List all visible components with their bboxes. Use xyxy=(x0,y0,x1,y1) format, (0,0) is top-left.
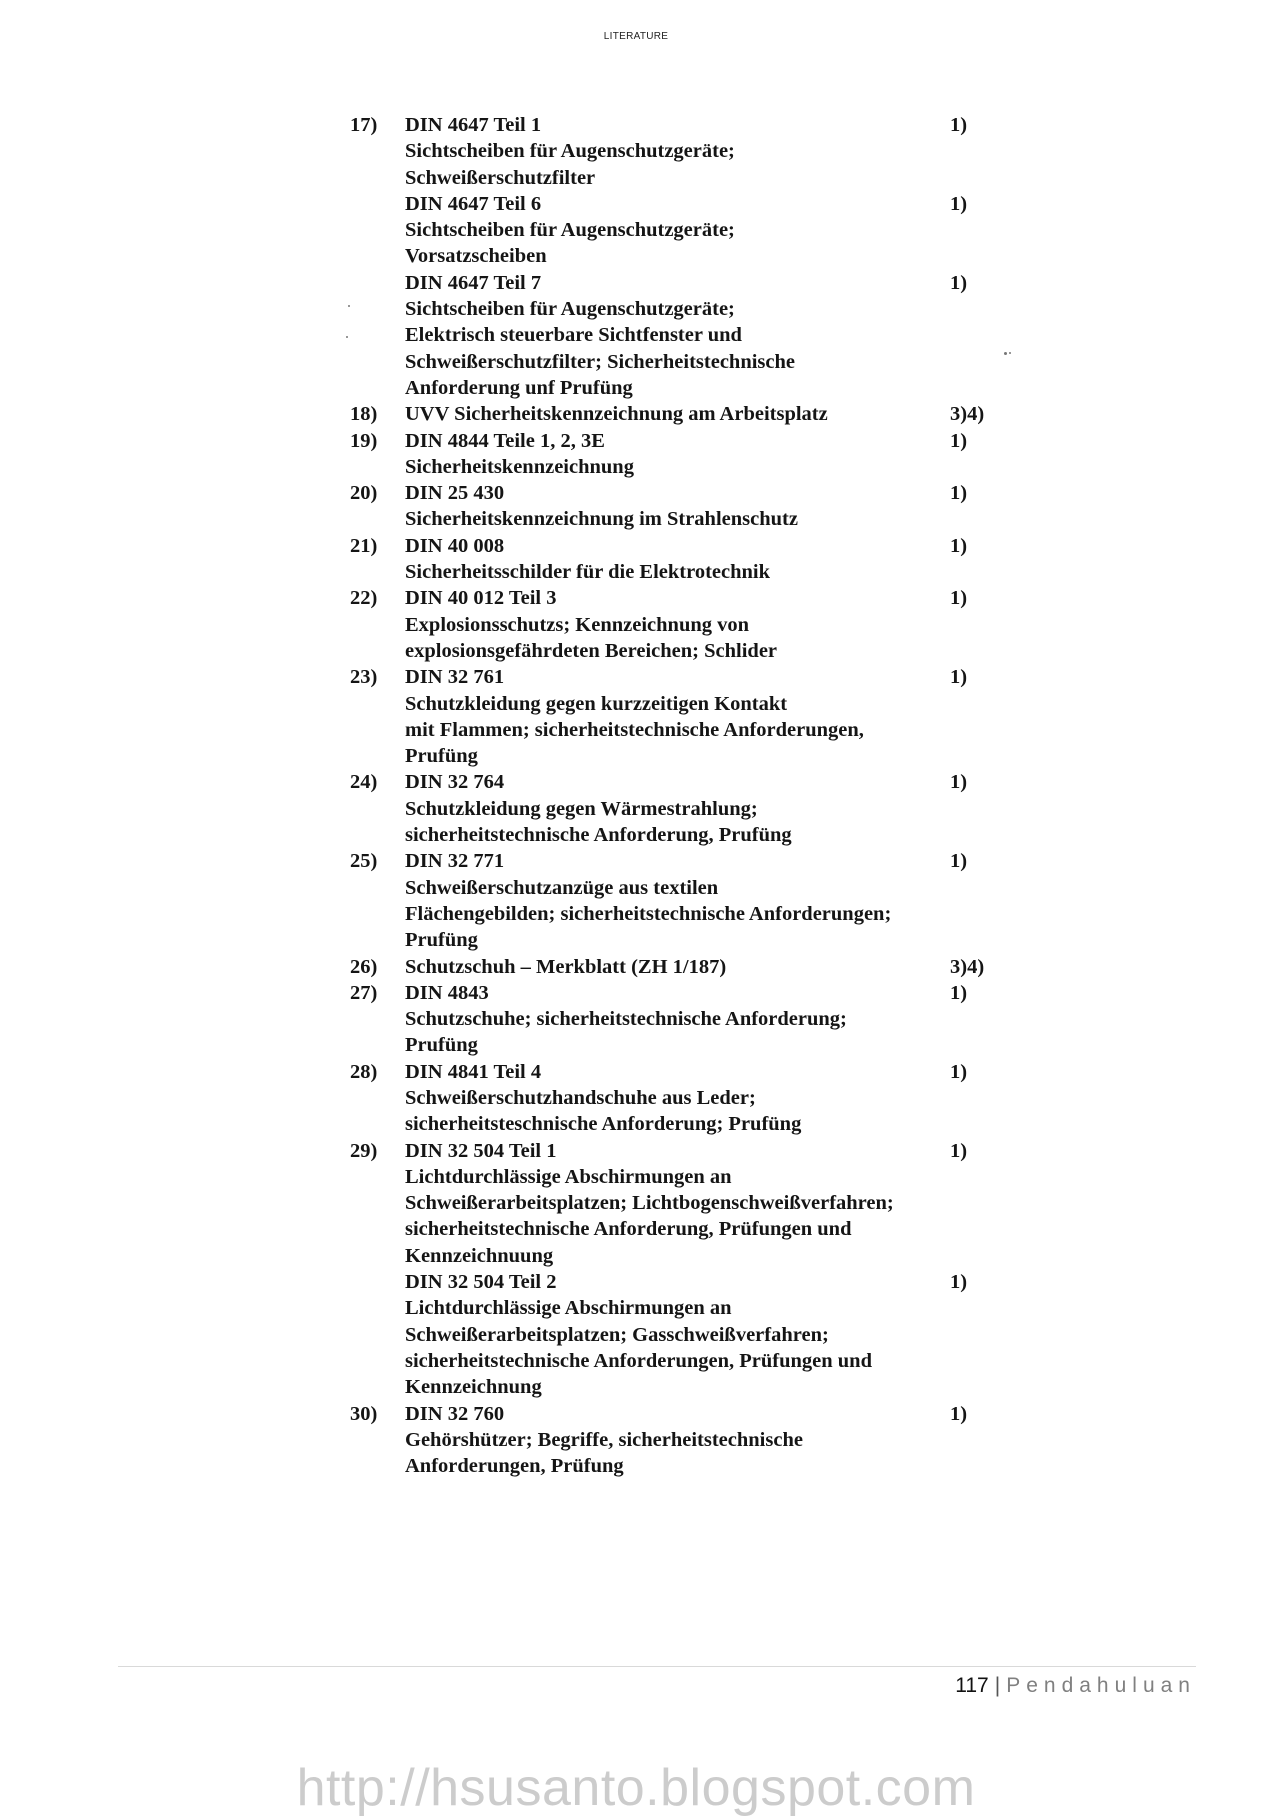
description-line: Schweißerschutzfilter; Sicherheitstechnische xyxy=(405,350,795,373)
scan-speck xyxy=(346,336,348,338)
reference-list xyxy=(350,112,1010,1479)
reference-entry xyxy=(350,954,1010,980)
standard-code: DIN 32 761 xyxy=(405,666,505,689)
page-footer xyxy=(955,1674,1196,1698)
entry-number: 17) xyxy=(350,114,378,136)
reference-entry xyxy=(350,769,1010,848)
standard-code: DIN 4841 Teil 4 xyxy=(405,1060,542,1083)
reference-item xyxy=(405,401,1010,427)
reference-entry xyxy=(350,480,1010,533)
footnote-marker: 1) xyxy=(950,850,968,873)
description-line: explosionsgefährdeten Bereichen; Schlider xyxy=(405,639,778,662)
description-line: Kennzeichnung xyxy=(405,1376,542,1399)
standard-code: DIN 25 430 xyxy=(405,482,505,505)
description-line: sicherheitstechnische Anforderungen, Prüfungen und xyxy=(405,1349,872,1372)
description-line: Anforderung unf Prufüng xyxy=(405,376,633,399)
reference-item xyxy=(405,428,1010,481)
reference-item xyxy=(405,954,1010,980)
footnote-marker: 3)4) xyxy=(950,403,985,426)
footnote-marker: 1) xyxy=(950,1139,968,1162)
standard-code: DIN 4844 Teile 1, 2, 3E xyxy=(405,429,605,452)
standard-code: DIN 40 008 xyxy=(405,534,505,557)
entry-number: 29) xyxy=(350,1139,378,1162)
reference-entry xyxy=(350,533,1010,586)
reference-item xyxy=(405,848,1010,953)
reference-item xyxy=(405,1401,1010,1480)
footnote-marker: 1) xyxy=(950,771,968,794)
reference-item xyxy=(405,191,1010,270)
reference-entry xyxy=(350,848,1010,953)
footnote-marker: 1) xyxy=(950,192,968,215)
description-line: Sichtscheiben für Augenschutzgeräte; xyxy=(405,219,735,242)
reference-entry xyxy=(350,428,1010,481)
watermark-url: http://hsusanto.blogspot.com xyxy=(296,1759,976,1817)
description-line: Lichtdurchlässige Abschirmungen an xyxy=(405,1165,732,1188)
description-line: Prufüng xyxy=(405,1034,478,1057)
reference-entry xyxy=(350,664,1010,769)
reference-entry xyxy=(350,112,1010,401)
reference-item xyxy=(405,480,1010,533)
standard-code: DIN 4647 Teil 6 xyxy=(405,192,542,215)
reference-entry xyxy=(350,401,1010,427)
standard-code: DIN 4647 Teil 7 xyxy=(405,271,542,294)
footnote-marker: 1) xyxy=(950,1402,968,1425)
entry-number: 26) xyxy=(350,955,378,978)
description-line: sicherheitsteschnische Anforderung; Prufüng xyxy=(405,1113,802,1136)
standard-code: DIN 32 504 Teil 1 xyxy=(405,1139,557,1162)
reference-entry xyxy=(350,980,1010,1059)
standard-code: DIN 32 760 xyxy=(405,1402,505,1425)
standard-code: Schutzschuh – Merkblatt (ZH 1/187) xyxy=(405,955,727,978)
footnote-marker: 3)4) xyxy=(950,955,985,978)
entry-number: 27) xyxy=(350,981,378,1004)
entry-number: 24) xyxy=(350,771,378,794)
standard-code: DIN 4843 xyxy=(405,981,489,1004)
standard-code: DIN 32 764 xyxy=(405,771,505,794)
description-line: Schweißerarbeitsplatzen; Lichtbogenschweißverfahren; xyxy=(405,1192,894,1215)
footnote-marker: 1) xyxy=(950,429,968,452)
description-line: Sicherheitskennzeichnung xyxy=(405,455,634,478)
standard-code: DIN 4647 Teil 1 xyxy=(405,114,542,136)
footnote-marker: 1) xyxy=(950,587,968,610)
description-line: Kennzeichnuung xyxy=(405,1244,554,1267)
description-line: Schutzkleidung gegen Wärmestrahlung; xyxy=(405,797,758,820)
description-line: Sicherheitskennzeichnung im Strahlenschutz xyxy=(405,508,798,531)
description-line: mit Flammen; sicherheitstechnische Anforderungen, xyxy=(405,718,864,741)
footnote-marker: 1) xyxy=(950,666,968,689)
entry-number: 22) xyxy=(350,587,378,610)
description-line: Prufüng xyxy=(405,745,478,768)
reference-item xyxy=(405,1059,1010,1138)
description-line: Anforderungen, Prüfung xyxy=(405,1455,624,1478)
reference-item xyxy=(405,769,1010,848)
description-line: Gehörshützer; Begriffe, sicherheitstechnische xyxy=(405,1428,803,1451)
description-line: Sichtscheiben für Augenschutzgeräte; xyxy=(405,298,735,321)
footnote-marker: 1) xyxy=(950,271,968,294)
standard-code: UVV Sicherheitskennzeichnung am Arbeitsplatz xyxy=(405,403,828,426)
footnote-marker: 1) xyxy=(950,1271,968,1294)
description-line: Sicherheitsschilder für die Elektrotechnik xyxy=(405,561,771,584)
description-line: Elektrisch steuerbare Sichtfenster und xyxy=(405,324,742,347)
entry-number: 28) xyxy=(350,1060,378,1083)
entry-number: 20) xyxy=(350,482,378,505)
description-line: Schutzkleidung gegen kurzzeitigen Kontakt xyxy=(405,692,788,715)
footnote-marker: 1) xyxy=(950,1060,968,1083)
description-line: Vorsatzscheiben xyxy=(405,245,547,268)
reference-entry xyxy=(350,1059,1010,1138)
page-number: 117 xyxy=(955,1674,989,1697)
description-line: Schweißerschutzanzüge aus textilen xyxy=(405,876,719,899)
description-line: Lichtdurchlässige Abschirmungen an xyxy=(405,1297,732,1320)
description-line: sicherheitstechnische Anforderung, Prufüng xyxy=(405,824,792,847)
entry-number: 23) xyxy=(350,666,378,689)
description-line: Schweißerarbeitsplatzen; Gasschweißverfahren; xyxy=(405,1323,829,1346)
footnote-marker: 1) xyxy=(950,114,968,136)
running-header: LITERATURE xyxy=(603,31,669,42)
reference-item xyxy=(405,1269,1010,1400)
reference-item xyxy=(405,533,1010,586)
reference-item xyxy=(405,980,1010,1059)
description-line: Schutzschuhe; sicherheitstechnische Anforderung; xyxy=(405,1008,847,1031)
description-line: Flächengebilden; sicherheitstechnische Anforderungen; xyxy=(405,902,892,925)
footer-separator: | xyxy=(994,1674,1001,1697)
reference-entry xyxy=(350,1138,1010,1401)
entry-number: 18) xyxy=(350,403,378,426)
reference-entry xyxy=(350,585,1010,664)
footnote-marker: 1) xyxy=(950,534,968,557)
standard-code: DIN 40 012 Teil 3 xyxy=(405,587,557,610)
footnote-marker: 1) xyxy=(950,482,968,505)
reference-item xyxy=(405,664,1010,769)
footnote-marker: 1) xyxy=(950,981,968,1004)
entry-number: 19) xyxy=(350,429,378,452)
reference-item xyxy=(405,585,1010,664)
section-name: Pendahuluan xyxy=(1006,1674,1196,1697)
reference-item xyxy=(405,112,1010,191)
standard-code: DIN 32 504 Teil 2 xyxy=(405,1271,557,1294)
footer-divider xyxy=(118,1666,1196,1667)
description-line: Sichtscheiben für Augenschutzgeräte; xyxy=(405,140,735,163)
description-line: sicherheitstechnische Anforderung, Prüfungen und xyxy=(405,1218,852,1241)
reference-item xyxy=(405,1138,1010,1269)
description-line: Explosionsschutzs; Kennzeichnung von xyxy=(405,613,750,636)
description-line: Schweißerschutzhandschuhe aus Leder; xyxy=(405,1086,756,1109)
standard-code: DIN 32 771 xyxy=(405,850,505,873)
scan-speck xyxy=(348,305,350,307)
scan-speck xyxy=(1009,352,1011,354)
reference-entry xyxy=(350,1401,1010,1480)
description-line: Prufüng xyxy=(405,929,478,952)
entry-number: 25) xyxy=(350,850,378,873)
entry-number: 30) xyxy=(350,1402,378,1425)
reference-item xyxy=(405,270,1010,401)
entry-number: 21) xyxy=(350,534,378,557)
description-line: Schweißerschutzfilter xyxy=(405,166,596,189)
scan-speck xyxy=(1004,352,1007,355)
